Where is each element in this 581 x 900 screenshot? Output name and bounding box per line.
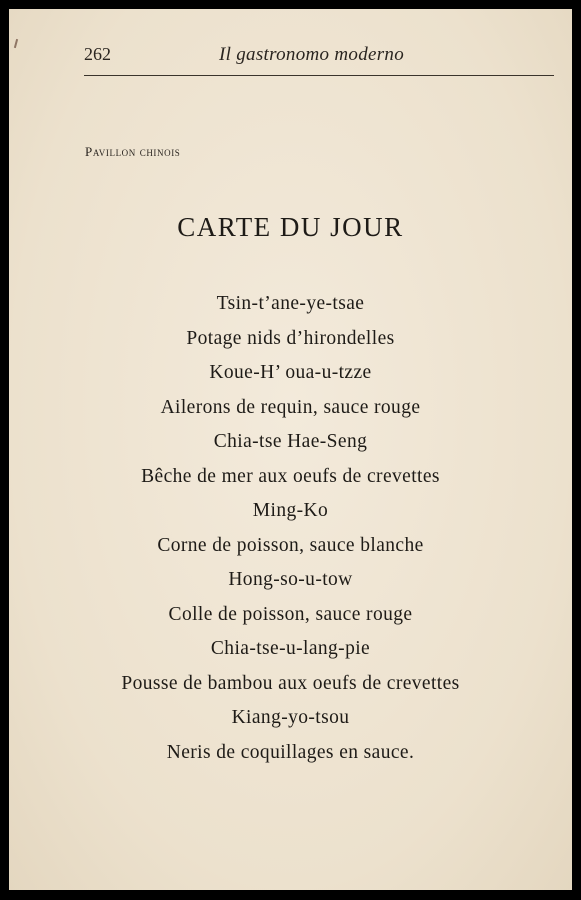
menu-item: Ming-Ko bbox=[252, 500, 329, 521]
menu-item: Hong-so-u-tow bbox=[228, 569, 353, 590]
menu-item: Tsin-t’ane-ye-tsae bbox=[216, 293, 365, 314]
menu-item: Koue-H’ oua-u-tzze bbox=[209, 362, 372, 383]
menu-list bbox=[9, 289, 572, 772]
menu-item: Corne de poisson, sauce blanche bbox=[157, 534, 424, 556]
running-title: Il gastronomo moderno bbox=[219, 44, 405, 65]
menu-item: Ailerons de requin, sauce rouge bbox=[160, 396, 421, 418]
section-label: Pavillon chinois bbox=[85, 144, 181, 159]
margin-mark bbox=[14, 39, 18, 48]
menu-item: Neris de coquillages en sauce. bbox=[166, 741, 415, 763]
menu-item: Kiang-yo-tsou bbox=[231, 707, 350, 728]
menu-item: Chia-tse Hae-Seng bbox=[213, 431, 368, 452]
menu-item: Potage nids d’hirondelles bbox=[186, 327, 395, 349]
menu-title: CARTE DU JOUR bbox=[177, 212, 404, 242]
menu-item: Colle de poisson, sauce rouge bbox=[168, 603, 413, 625]
menu-item: Pousse de bambou aux oeufs de crevettes bbox=[121, 672, 460, 694]
page-number: 262 bbox=[84, 44, 111, 64]
header-rule bbox=[84, 75, 554, 76]
menu-item: Bêche de mer aux oeufs de crevettes bbox=[141, 465, 440, 487]
book-page bbox=[9, 9, 572, 890]
page-header bbox=[84, 42, 554, 70]
menu-item: Chia-tse-u-lang-pie bbox=[210, 638, 371, 659]
